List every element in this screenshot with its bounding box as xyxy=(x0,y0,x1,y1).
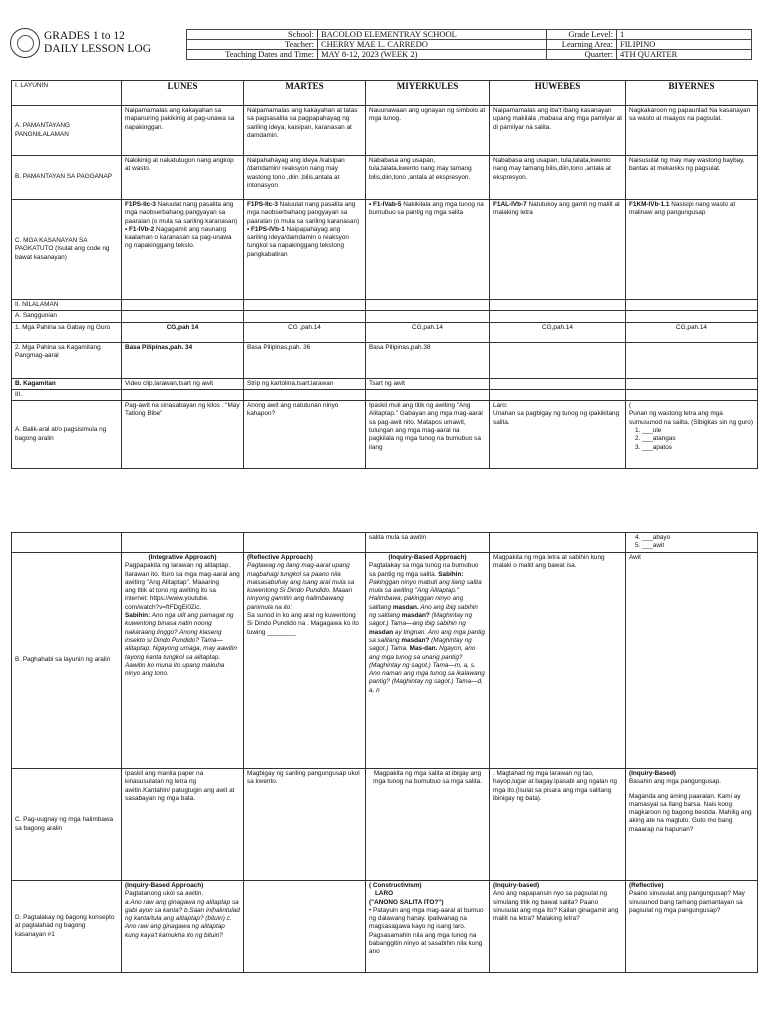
competency-text: Nakikilala ang mga tunog na bumubuo sa pantig ng mga salita xyxy=(369,201,484,217)
table-cell xyxy=(122,389,244,400)
cell-text: masdan xyxy=(369,628,394,636)
cell-text: LARO xyxy=(375,890,394,898)
competency-code: • F1-IVab-5 xyxy=(369,201,402,208)
approach-heading: (Inquiry-Based Approach) xyxy=(388,554,467,561)
cell-text: ay tingnan. Ano ang mga pantig sa salitang xyxy=(369,628,485,644)
table-cell xyxy=(626,342,758,378)
cell-text: (Maghintay ng sagot.) Tama. xyxy=(369,636,472,653)
table-cell: CG,pah.14 xyxy=(366,322,490,342)
table-cell xyxy=(626,378,758,389)
table-cell xyxy=(626,200,758,300)
table-cell xyxy=(490,401,626,469)
table-cell: . Magtahad ng mga larawan ng tao, hayop,lugar at bagay.Ipasabi ang ngalan ng mga ito.(Isulat sa pisara ang mga salitang ibinigay ng bata). xyxy=(490,769,626,881)
row-label: III. xyxy=(12,389,122,400)
table-cell xyxy=(244,311,366,322)
cell-text: Ano ang napapansin nyo sa pagsulat ng simulang titik ng bawat salita? Paano sinusulat ang mga ito? Kailan ginagamit ang maliit na letra? Malaking letra? xyxy=(493,890,619,923)
info-table xyxy=(186,29,752,60)
table-cell xyxy=(366,300,490,311)
pagganap-row xyxy=(12,156,758,200)
table-cell xyxy=(490,389,626,400)
cell-line: Laro: xyxy=(493,402,508,410)
gabay-row xyxy=(12,322,758,342)
cell-text: Sabihin: xyxy=(125,612,151,620)
quarter-value: 4TH QUARTER xyxy=(617,50,752,60)
competency-code: • F1-IVb-2 xyxy=(125,225,155,233)
row-label: 1. Mga Pahina sa Gabay ng Guro xyxy=(12,322,122,342)
table-cell: Ipaskil ang manila paper na kinasusulatan ng letra ng awitin.Kantahin/ patugtugin ang awit at sasabayan ng mga bata. xyxy=(122,769,244,881)
competency-code: F1PS-IIc-3 xyxy=(247,201,278,208)
title-line-1: GRADES 1 to 12 xyxy=(44,30,125,42)
balik-aral-row xyxy=(12,401,758,469)
competency-text: Natutukoy ang gamit ng maliit at malaking letra xyxy=(493,201,620,217)
cell-text: Pagtatanong ukol sa awitin. xyxy=(125,890,204,898)
competency-code: F1AL-IVb-7 xyxy=(493,201,527,208)
layunin-heading: I. LAYUNIN xyxy=(12,81,122,106)
day-header: HUWEBES xyxy=(490,81,626,106)
cell-text: Basahin ang mga pangungusap. xyxy=(629,778,722,786)
dates-value: MAY 8-12, 2023 (WEEK 2) xyxy=(318,50,547,60)
table-cell xyxy=(490,342,626,378)
table-cell xyxy=(244,553,366,769)
paghahabi-row xyxy=(12,553,758,769)
day-header: LUNES xyxy=(122,81,244,106)
table-cell xyxy=(626,533,758,553)
table-cell: Nababasa ang usapan, tula,talata,kwento nang may tamang bilis,diin,tono ,antala at ekspresyon. xyxy=(366,156,490,200)
cell-line: Punan ng wastong letra ang mga sumusunod na salita. (Sibigkas sin ng guro) xyxy=(629,410,753,426)
sanggunian-row xyxy=(12,311,758,322)
pangnilalaman-row xyxy=(12,106,758,156)
table-cell: Strip ng kartolina,tsart,larawan xyxy=(244,378,366,389)
cell-text: masdan? xyxy=(401,636,430,644)
approach-heading: (Inquiry-Based Approach) xyxy=(125,882,204,889)
table-cell: Magbigay ng sariling pangungusap ukol sa kwento. xyxy=(244,769,366,881)
table-cell: CG ,pah.14 xyxy=(244,322,366,342)
approach-heading: ( Constructivism) xyxy=(369,882,422,889)
table-cell: CG,pah.14 xyxy=(490,322,626,342)
lesson-log-table-page2 xyxy=(11,532,758,973)
cell-text: Ngayon, ano ang mga tunog sa unang pantig? (Maghintay ng sagot.) Tama—m, a, s. Ano naman ang mga tunog sa ikalawang pantig? (Maghintay ng sagot.) Tama—d, a, n xyxy=(369,645,485,694)
cell-text: Pakinggan ninyo mabuti ang ilang salita mula sa awiting "Ang Alitaptap." Halimbawa, pakinggan ninyo ang salitang xyxy=(369,578,482,611)
teacher-value: CHERRY MAE L. CARREDO xyxy=(318,40,547,50)
table-cell xyxy=(122,533,244,553)
day-header: BIYERNES xyxy=(626,81,758,106)
cell-text: Sabihin: xyxy=(438,570,464,578)
competency-text: Nagagamit ang naunang kaalaman o karanasan sa pag-unawa ng napakinggang teksto. xyxy=(125,225,232,250)
quarter-label: Quarter: xyxy=(547,50,617,60)
table-cell xyxy=(244,389,366,400)
cell-text: Pagtalakay sa mga tunog na bumubuo sa pantig ng mga salita. xyxy=(369,562,479,578)
row-label: C. MGA KASANAYAN SA PAGKATUTO (Isulat ang code ng bawat kasanayan) xyxy=(12,200,122,300)
table-cell: Naipamamalas ang kakayahan sa mapanuring pakikinig at pag-unawa sa napakinggan. xyxy=(122,106,244,156)
competency-text: Nasisipi nang wasto at malinaw ang pangungusap xyxy=(629,201,736,217)
cell-text: Pagtawag ng ilang mag-aaral upang magbahagi tungkol sa paano nila maisasabuhay ang isang aral mula sa kuwentong Si Dindo Pundido. Maaari ninyong gamitin ang halimbawang panimula na ito: xyxy=(247,562,355,611)
list-item: 3. ___apatos xyxy=(635,443,672,451)
row-label: B. Kagamitan xyxy=(12,378,122,389)
table-cell xyxy=(366,881,490,973)
table-cell: CG,pah 14 xyxy=(122,322,244,342)
cell-text: Ano nga ulit ang pamagat ng kuwentong binasa natin noong nakaraang linggo? Anong klaseng insekto si Dindo Pundido? Tama— alitaptap. Ngayong umaga, may aawitin tayong kanta tungkol sa alitaptap. Aawitin ko muna ito upang makuha ninyo ang tono. xyxy=(125,612,237,678)
table-cell: Magpakita ng mga letra at sabihin kung malaki o maliit ang bawat isa. xyxy=(490,553,626,769)
table-cell: Pag-awit na sinasabayan ng kilos . "May Tatlong Bibe" xyxy=(122,401,244,469)
cell-text: Ano ang ibig sabihin ng salitang xyxy=(369,603,478,620)
table-cell: Awit xyxy=(626,553,758,769)
table-cell: Video clip,larawan,tsart ng awit xyxy=(122,378,244,389)
approach-heading: (Integrative Approach) xyxy=(148,554,217,561)
cell-text: masdan. xyxy=(392,603,419,611)
competency-code: • F1PS-IVb-1 xyxy=(247,225,285,233)
table-cell xyxy=(626,881,758,973)
table-cell: Nagkakaroon ng papaunlad Na kasanayan sa wasto at maayos na pagsulat. xyxy=(626,106,758,156)
table-cell xyxy=(490,311,626,322)
table-cell xyxy=(122,553,244,769)
table-cell: Magpakita ng mga salita at ibigay ang mga tunog na bumubuo sa mga salita. xyxy=(366,769,490,881)
approach-heading: (Reflective Approach) xyxy=(247,554,313,561)
kagamitan-row xyxy=(12,378,758,389)
table-cell xyxy=(244,200,366,300)
title-line-2: DAILY LESSON LOG xyxy=(44,43,152,55)
row-label: A. Sanggunian xyxy=(12,311,122,322)
competency-code: F1PS-IIc-3 xyxy=(125,201,156,208)
pag-uugnay-row xyxy=(12,769,758,881)
table-cell xyxy=(122,311,244,322)
table-cell xyxy=(244,533,366,553)
table-cell xyxy=(12,533,122,553)
competency-text: Naiuulat nang pasalita ang mga naobserbahang pangyayari sa paaralan (o mula sa sariling karanasan) xyxy=(125,201,238,225)
approach-heading: (Inquiry-based) xyxy=(493,882,540,889)
approach-heading: (Reflective) xyxy=(629,882,664,889)
table-cell: Basa Pilipinas,pah.38 xyxy=(366,342,490,378)
table-cell: Naipamamalas ang kakayahan at tatas sa pagsasalita sa pagpapahayag ng sariling ideya, kaisipan, karanasan at damdamin. xyxy=(244,106,366,156)
cell-text: masdan? xyxy=(401,612,430,620)
table-cell: Anong awit ang natutunan ninyo kahapon? xyxy=(244,401,366,469)
row-label: B. Paghahabi sa layunin ng aralin xyxy=(12,553,122,769)
area-value: FILIPINO xyxy=(617,40,752,50)
nilalaman-row xyxy=(12,300,758,311)
teacher-label: Teacher: xyxy=(187,40,318,50)
table-cell xyxy=(490,300,626,311)
table-cell: Tsart ng awit xyxy=(366,378,490,389)
school-value: BACOLOD ELEMENTRAY SCHOOL xyxy=(318,30,547,40)
approach-heading: (Inquiry-Based) xyxy=(629,770,676,777)
lesson-log-table-page1 xyxy=(11,80,758,469)
table-cell: Nauunawaan ang ugnayan ng simbolo at mga tunog. xyxy=(366,106,490,156)
competency-text: Naipapahayag ang sariling ideya/damdamin o reaksyon tungkol sa napakinggang tekstong pangkabatiran xyxy=(247,225,349,258)
grade-value: 1 xyxy=(617,30,752,40)
table-cell: Nababasa ang usapan, tula,talata,kwento nang may tamang bilis,diin,tono ,antala at ekspresyon. xyxy=(490,156,626,200)
cell-text: Mas-dan. xyxy=(409,645,438,653)
competency-code: F1KM-IVb-1.1 xyxy=(629,201,670,208)
table-cell xyxy=(626,401,758,469)
table-cell xyxy=(626,300,758,311)
table-cell: CG,pah.14 xyxy=(626,322,758,342)
table-cell xyxy=(366,389,490,400)
row-label: D. Pagtalakay ng bagong konsepto at paglalahad ng bagong kasanayan #1 xyxy=(12,881,122,973)
table-cell xyxy=(626,769,758,881)
list-item: 4. ___abayo xyxy=(635,534,671,541)
cell-text: Pagpapakita ng larawan ng alitaptap. Ilarawan ito. Ituro sa mga mag-aaral ang awiting "Ang Alitaptap". Maaaring xyxy=(125,562,240,586)
day-header: MARTES xyxy=(244,81,366,106)
cell-text: a.Ano raw ang ginagawa ng alitaptap sa gabi ayon sa kanta? b.Saan inihalintulad ng kanta/tula ang alitaptap? (bituin) c. Ano raw ang ginagawa ng alitaptap kung kaya't kamukha ito ng bituin? xyxy=(125,898,240,939)
row-label: 2. Mga Pahina sa Kagamitang Pangmag-aaral xyxy=(12,342,122,378)
table-cell xyxy=(366,311,490,322)
table-cell: Naisusulat ng may may wastong baybay, bantas at mekaniks ng pagsulat. xyxy=(626,156,758,200)
area-label: Learning Area: xyxy=(547,40,617,50)
table-cell: Basa Pilipinas,pah. 36 xyxy=(244,342,366,378)
table-cell xyxy=(244,300,366,311)
table-cell xyxy=(490,881,626,973)
cell-text: ("ANONG SALITA ITO?") xyxy=(369,898,444,906)
days-header-row xyxy=(12,81,758,106)
dates-label: Teaching Dates and Time: xyxy=(187,50,318,60)
iii-row xyxy=(12,389,758,400)
table-cell: Ipaskil muli ang titik ng awiting "Ang Alitaptap." Gabayan ang mga mag-aaral sa pag-awit nito. Matapos umawit, tulungan ang mga mag-aaral na pagkilala ng mga tunog na bumubuo sa ilang xyxy=(366,401,490,469)
table-cell xyxy=(122,300,244,311)
table-cell xyxy=(490,378,626,389)
row-label: II. NILALAMAN xyxy=(12,300,122,311)
cell-line: Unahan sa pagbigay ng tunog ng ipakikitang salita. xyxy=(493,410,620,426)
cell-text: Paano sinusulat ang pangungusap? May sinusunod bang tamang pamantayan sa pagsulat ng mga pangungusap? xyxy=(629,890,745,914)
table-cell: Naipamamalas ang iba't ibang kasanayan upang makilala ,mabasa ang mga pamilyar at di pamilyar na salita. xyxy=(490,106,626,156)
list-item: 1. ___ule xyxy=(635,427,662,435)
cell-text: Maganda ang aming paaralan. Kami ay mamasyal sa Ilang barsa. Nais kong magkaroon ng bagong bestida. Mahilig ang aking ate na magluto. Guto mo bang maaarap na hapunan? xyxy=(629,792,752,833)
table-cell xyxy=(490,200,626,300)
cell-text: Sa sunod in ko ang aral ng kuwentong Si Dindo Pundido na . Magagawa ko ito tuwing ________ xyxy=(247,612,359,636)
table-cell xyxy=(626,311,758,322)
table-cell xyxy=(122,200,244,300)
list-item: 2. ___atangas xyxy=(635,435,676,443)
table-cell: Nakikinig at nakatutugon nang angkop at wasto. xyxy=(122,156,244,200)
table-cell: salita mula sa awitin xyxy=(366,533,490,553)
table-cell xyxy=(366,553,490,769)
cell-line: ( xyxy=(629,402,632,410)
grade-label: Grade Level: xyxy=(547,30,617,40)
pagkatuto-row xyxy=(12,200,758,300)
table-cell xyxy=(626,389,758,400)
deped-seal-icon xyxy=(10,28,40,58)
row-label: C. Pag-uugnay ng mga halimbawa sa bagong aralin xyxy=(12,769,122,881)
day-header: MIYERKULES xyxy=(366,81,490,106)
school-label: School: xyxy=(187,30,318,40)
cell-text: (Maghintay ng sagot.) Tama—ang ibig sabihin ng xyxy=(369,612,473,628)
table-cell xyxy=(490,533,626,553)
table-cell xyxy=(122,881,244,973)
table-cell: Naipahahayag ang ideya /kaisipan /damdamin/ reaksyon nang may wastong tono ,diin ,bilis,antala at intonasyon xyxy=(244,156,366,200)
table-cell xyxy=(244,881,366,973)
list-item: 5. ___awit xyxy=(635,542,665,550)
pagtalakay-row xyxy=(12,881,758,973)
table-cell xyxy=(366,200,490,300)
row-label: B. PAMANTAYAN SA PAGGANAP xyxy=(12,156,122,200)
kagamitang-row xyxy=(12,342,758,378)
cell-text: • Patayuin ang mga mag-aaral at bumuo ng dalawang hanay. Ipaliwanag na magsasagawa kayo ng isang laro. Pagsasamahin nila ang mga tunog na babanggitin ninyo at sasabihin nila kung ano xyxy=(369,906,484,956)
cell-text: ang titik at tono ng awiting ito sa internet: https://www.youtube. com/watch?v=ftFDgEi0Zic. xyxy=(125,587,216,611)
table-cell: Basa Pilipinas,pah. 34 xyxy=(122,342,244,378)
continuation-row xyxy=(12,533,758,553)
row-label: A. Balik-aral at/o pagsisimula ng bagong aralin xyxy=(12,401,122,469)
row-label: A. PAMANTAYANG PANGNILALAMAN xyxy=(12,106,122,156)
competency-text: Naiuulat nang pasalita ang mga naobserbahang pangyayari sa paaralan (o mula sa sariling karanasan) xyxy=(247,201,360,225)
